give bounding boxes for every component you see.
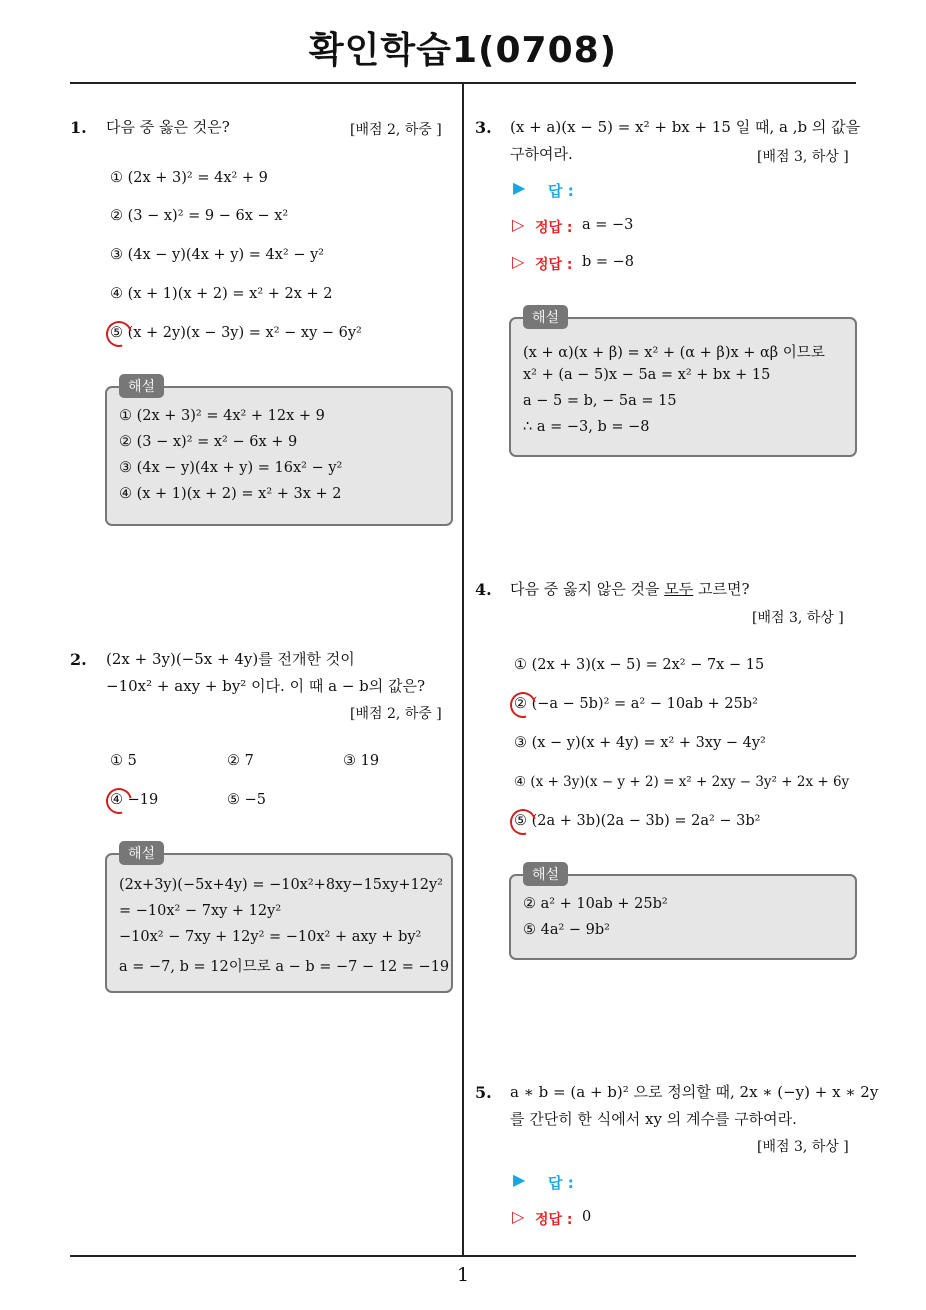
choice-4[interactable]: ④ −19	[110, 792, 159, 808]
choice-5[interactable]: ⑤ −5	[227, 792, 266, 808]
bottom-rule	[70, 1255, 856, 1257]
solution-line: ① (2x + 3)² = 4x² + 12x + 9	[119, 408, 325, 424]
solution-box	[509, 317, 857, 457]
answer-label: 답 :	[548, 1174, 574, 1192]
question-number: 5.	[475, 1083, 492, 1102]
solution-line: ∴ a = −3, b = −8	[523, 419, 650, 435]
key-arrow-icon: ▷	[512, 252, 525, 271]
choice-2[interactable]: ② (3 − x)² = 9 − 6x − x²	[110, 208, 289, 224]
choice-1[interactable]: ① (2x + 3)² = 4x² + 9	[110, 170, 268, 186]
solution-line: x² + (a − 5)x − 5a = x² + bx + 15	[523, 367, 771, 383]
score-label: [배점 3, 하상 ]	[757, 1139, 849, 1155]
choice-2[interactable]: ② 7	[227, 753, 254, 769]
question-text: 다음 중 옳은 것은?	[106, 118, 230, 136]
solution-tag: 해설	[119, 841, 164, 865]
key-label: 정답 :	[535, 220, 573, 236]
choice-3[interactable]: ③ (x − y)(x + 4y) = x² + 3xy − 4y²	[514, 735, 766, 751]
question-text	[510, 576, 750, 602]
question-number: 2.	[70, 650, 87, 669]
choice-1[interactable]: ① (2x + 3)(x − 5) = 2x² − 7x − 15	[514, 657, 765, 673]
answer-label: 답 :	[548, 182, 574, 200]
solution-box	[105, 386, 453, 526]
page-title: 확인학습1(0708)	[308, 30, 618, 71]
solution-line: (2x+3y)(−5x+4y) = −10x²+8xy−15xy+12y²	[119, 877, 443, 893]
solution-line: a − 5 = b, − 5a = 15	[523, 393, 677, 409]
selected-answer-circle	[101, 783, 137, 819]
solution-tag: 해설	[523, 862, 568, 886]
underlined-word: 모두	[664, 580, 694, 598]
key-arrow-icon: ▷	[512, 215, 525, 234]
column-divider	[462, 84, 464, 1256]
selected-answer-circle	[505, 687, 541, 723]
question-text: (x + a)(x − 5) = x² + bx + 15 일 때, a ,b 의 값을	[510, 118, 861, 136]
selected-answer-circle	[505, 804, 541, 840]
score-label: [배점 3, 하상 ]	[757, 149, 849, 165]
score-label: [배점 2, 하중 ]	[350, 706, 442, 722]
answer-arrow-icon: ▶	[513, 178, 526, 197]
solution-line: = −10x² − 7xy + 12y²	[119, 903, 282, 919]
question-number: 3.	[475, 118, 492, 137]
question-text: (2x + 3y)(−5x + 4y)를 전개한 것이	[106, 650, 355, 668]
choice-1[interactable]: ① 5	[110, 753, 137, 769]
question-number: 1.	[70, 118, 87, 137]
solution-line: −10x² − 7xy + 12y² = −10x² + axy + by²	[119, 929, 422, 945]
choice-4[interactable]: ④ (x + 1)(x + 2) = x² + 2x + 2	[110, 286, 333, 302]
solution-line: (x + α)(x + β) = x² + (α + β)x + αβ 이므로	[523, 345, 825, 361]
score-label: [배점 3, 하상 ]	[752, 610, 844, 626]
solution-line: ④ (x + 1)(x + 2) = x² + 3x + 2	[119, 486, 342, 502]
choice-2[interactable]: ② (−a − 5b)² = a² − 10ab + 25b²	[514, 696, 758, 712]
choice-4[interactable]: ④ (x + 3y)(x − y + 2) = x² + 2xy − 3y² + 2x + 6y	[514, 774, 850, 790]
solution-box	[105, 853, 453, 993]
solution-line: ③ (4x − y)(4x + y) = 16x² − y²	[119, 460, 343, 476]
question-text: a ∗ b = (a + b)² 으로 정의할 때, 2x ∗ (−y) + x ∗ 2y	[510, 1083, 879, 1101]
choice-3[interactable]: ③ 19	[343, 753, 380, 769]
question-text-part: 고르면?	[693, 580, 750, 598]
answer-arrow-icon: ▶	[513, 1170, 526, 1189]
solution-line: ⑤ 4a² − 9b²	[523, 922, 610, 938]
question-number: 4.	[475, 580, 492, 599]
choice-3[interactable]: ③ (4x − y)(4x + y) = 4x² − y²	[110, 247, 325, 263]
question-text-part: 다음 중 옳지 않은 것을	[510, 580, 665, 598]
question-text: 를 간단히 한 식에서 xy 의 계수를 구하여라.	[510, 1110, 797, 1128]
solution-line: a = −7, b = 12이므로 a − b = −7 − 12 = −19	[119, 959, 450, 975]
key-label: 정답 :	[535, 1212, 573, 1228]
score-label: [배점 2, 하중 ]	[350, 122, 442, 138]
page-number: 1	[456, 1264, 470, 1286]
key-value: 0	[582, 1209, 592, 1225]
key-label: 정답 :	[535, 257, 573, 273]
choice-5[interactable]: ⑤ (2a + 3b)(2a − 3b) = 2a² − 3b²	[514, 813, 761, 829]
selected-answer-circle	[101, 316, 137, 352]
question-text: −10x² + axy + by² 이다. 이 때 a − b의 값은?	[106, 677, 426, 695]
solution-line: ② (3 − x)² = x² − 6x + 9	[119, 434, 298, 450]
solution-line: ② a² + 10ab + 25b²	[523, 896, 668, 912]
choice-5[interactable]: ⑤ (x + 2y)(x − 3y) = x² − xy − 6y²	[110, 325, 362, 341]
solution-tag: 해설	[523, 305, 568, 329]
question-text: 구하여라.	[510, 145, 573, 163]
key-value: b = −8	[582, 254, 635, 270]
solution-tag: 해설	[119, 374, 164, 398]
key-value: a = −3	[582, 217, 634, 233]
solution-box	[509, 874, 857, 960]
key-arrow-icon: ▷	[512, 1207, 525, 1226]
